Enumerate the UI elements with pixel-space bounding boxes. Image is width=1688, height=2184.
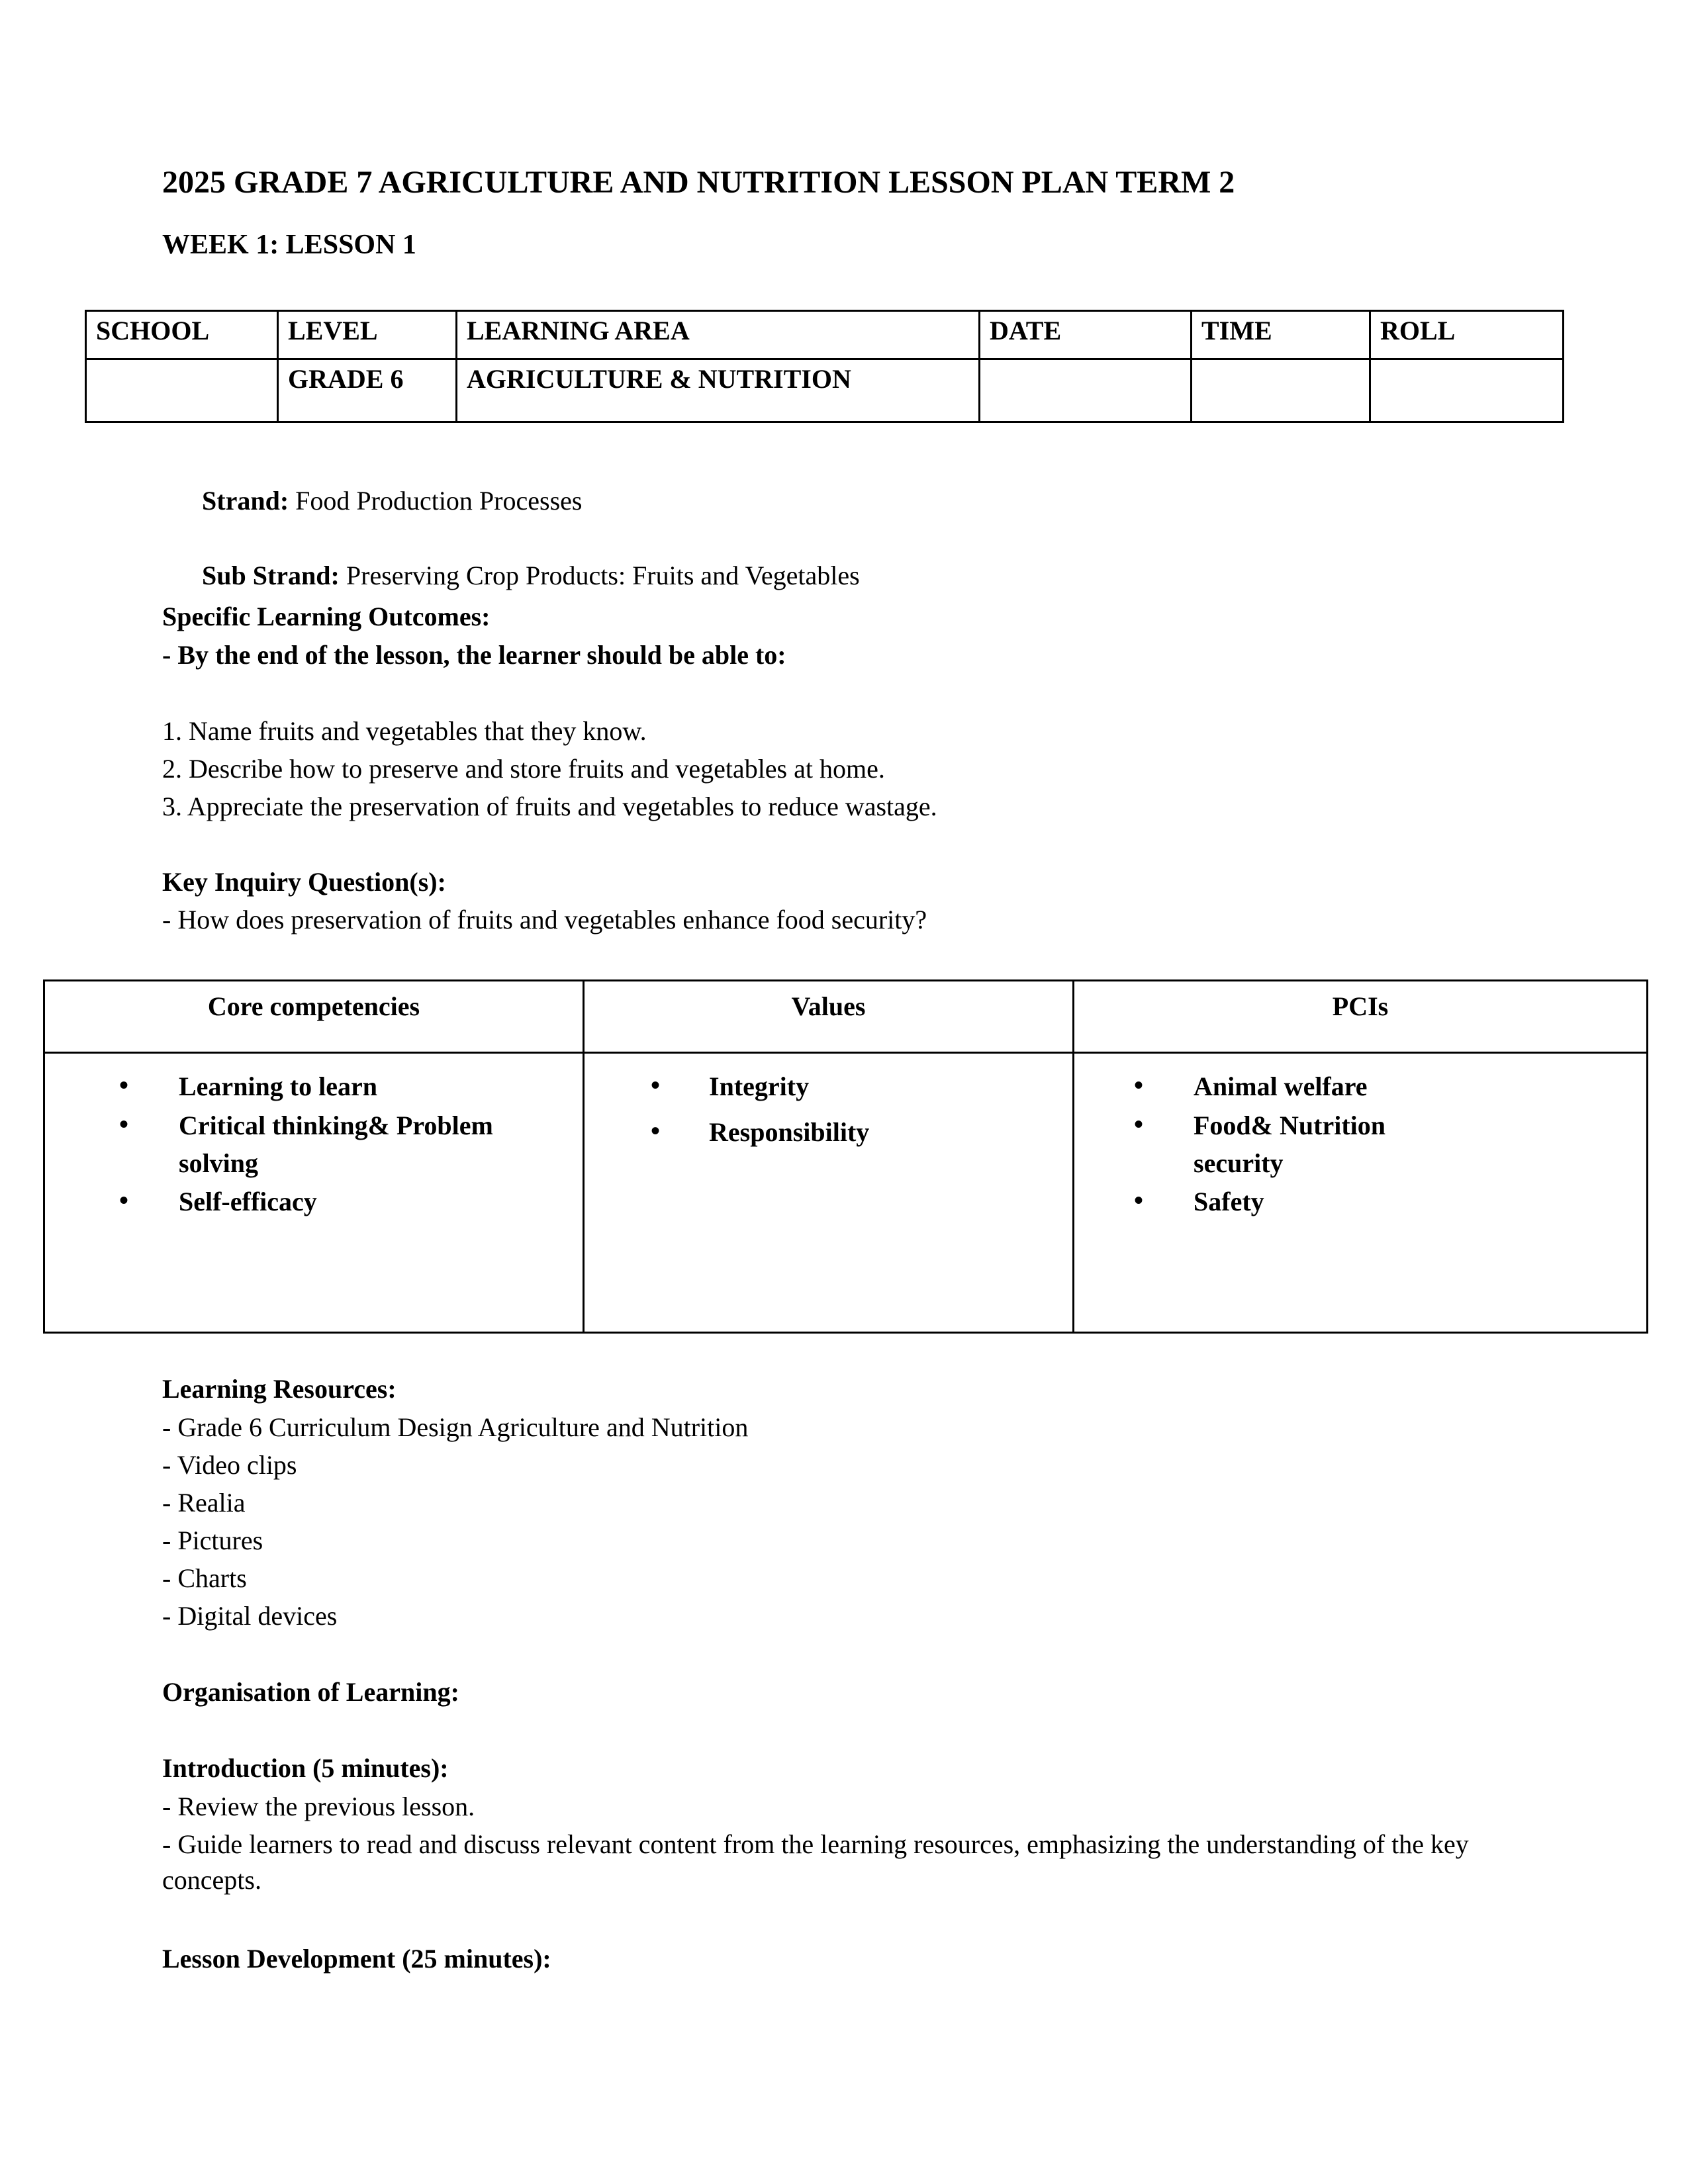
core-competencies-list bbox=[58, 1068, 569, 1221]
key-inquiry-heading: Key Inquiry Question(s): bbox=[162, 867, 446, 897]
cell-values bbox=[584, 1053, 1074, 1333]
list-item: • Responsibility bbox=[598, 1114, 1059, 1152]
pcis-list bbox=[1088, 1068, 1633, 1221]
values-list bbox=[598, 1068, 1059, 1152]
list-item: • Self-efficacy bbox=[58, 1183, 569, 1221]
list-item: • Animal welfare bbox=[1088, 1068, 1633, 1106]
list-item: • Learning to learn bbox=[58, 1068, 569, 1106]
learning-resource-item-5: - Charts bbox=[162, 1563, 247, 1593]
header-cell-date: DATE bbox=[980, 311, 1192, 359]
learning-resource-item-4: - Pictures bbox=[162, 1525, 263, 1555]
sub-strand-value: Preserving Crop Products: Fruits and Vegetables bbox=[339, 560, 860, 590]
introduction-line-2: - Guide learners to read and discuss relevant content from the learning resources, emphasizing the understanding of the key concepts. bbox=[162, 1829, 1469, 1895]
table-row bbox=[44, 981, 1648, 1053]
table-row bbox=[44, 1053, 1648, 1333]
sub-strand-label: Sub Strand: bbox=[202, 560, 340, 590]
table-row bbox=[86, 359, 1564, 422]
value-cell-learning-area: AGRICULTURE & NUTRITION bbox=[457, 359, 980, 422]
learning-resources-heading: Learning Resources: bbox=[162, 1374, 397, 1404]
introduction-line-1: - Review the previous lesson. bbox=[162, 1792, 475, 1821]
list-item: • Integrity bbox=[598, 1068, 1059, 1106]
value-cell-date bbox=[980, 359, 1192, 422]
value-cell-time bbox=[1192, 359, 1370, 422]
list-item: • Critical thinking& Problem solving bbox=[58, 1107, 569, 1183]
list-item: • Safety bbox=[1088, 1183, 1633, 1221]
list-item: • Food& Nutrition security bbox=[1088, 1107, 1392, 1183]
learning-outcomes-subheading: - By the end of the lesson, the learner should be able to: bbox=[162, 640, 786, 670]
table-row bbox=[86, 311, 1564, 359]
cell-core-competencies bbox=[44, 1053, 584, 1333]
competency-values-pci-table bbox=[43, 979, 1648, 1334]
value-cell-roll bbox=[1370, 359, 1564, 422]
learning-outcome-item-2: 2. Describe how to preserve and store fruits and vegetables at home. bbox=[162, 754, 885, 784]
learning-outcomes-heading: Specific Learning Outcomes: bbox=[162, 602, 491, 631]
strand-label: Strand: bbox=[202, 485, 289, 516]
header-cell-roll: ROLL bbox=[1370, 311, 1564, 359]
strand-value: Food Production Processes bbox=[289, 485, 583, 516]
learning-resource-item-6: - Digital devices bbox=[162, 1601, 338, 1631]
header-cell-time: TIME bbox=[1192, 311, 1370, 359]
learning-outcome-item-1: 1. Name fruits and vegetables that they know. bbox=[162, 716, 647, 746]
cell-pcis bbox=[1074, 1053, 1648, 1333]
learning-resource-item-1: - Grade 6 Curriculum Design Agriculture and Nutrition bbox=[162, 1412, 749, 1442]
header-cell-school: SCHOOL bbox=[86, 311, 278, 359]
pcis-body bbox=[1074, 1054, 1646, 1332]
learning-resource-item-2: - Video clips bbox=[162, 1450, 297, 1480]
value-cell-level: GRADE 6 bbox=[278, 359, 457, 422]
week-lesson-heading: WEEK 1: LESSON 1 bbox=[162, 230, 416, 260]
header-cell-learning-area: LEARNING AREA bbox=[457, 311, 980, 359]
value-cell-school bbox=[86, 359, 278, 422]
column-header-pcis: PCIs bbox=[1074, 981, 1648, 1053]
values-body bbox=[585, 1054, 1072, 1332]
organisation-heading: Organisation of Learning: bbox=[162, 1677, 459, 1707]
page-title: 2025 GRADE 7 AGRICULTURE AND NUTRITION LESSON PLAN TERM 2 bbox=[162, 165, 1235, 200]
core-competencies-body bbox=[45, 1054, 583, 1332]
lesson-header-table bbox=[85, 310, 1564, 423]
lesson-development-heading: Lesson Development (25 minutes): bbox=[162, 1944, 551, 1974]
introduction-heading: Introduction (5 minutes): bbox=[162, 1753, 449, 1783]
learning-outcome-item-3: 3. Appreciate the preservation of fruits and vegetables to reduce wastage. bbox=[162, 792, 937, 821]
header-cell-level: LEVEL bbox=[278, 311, 457, 359]
column-header-core-competencies: Core competencies bbox=[44, 981, 584, 1053]
column-header-values: Values bbox=[584, 981, 1074, 1053]
key-inquiry-question: - How does preservation of fruits and vegetables enhance food security? bbox=[162, 905, 927, 934]
learning-resource-item-3: - Realia bbox=[162, 1488, 246, 1518]
